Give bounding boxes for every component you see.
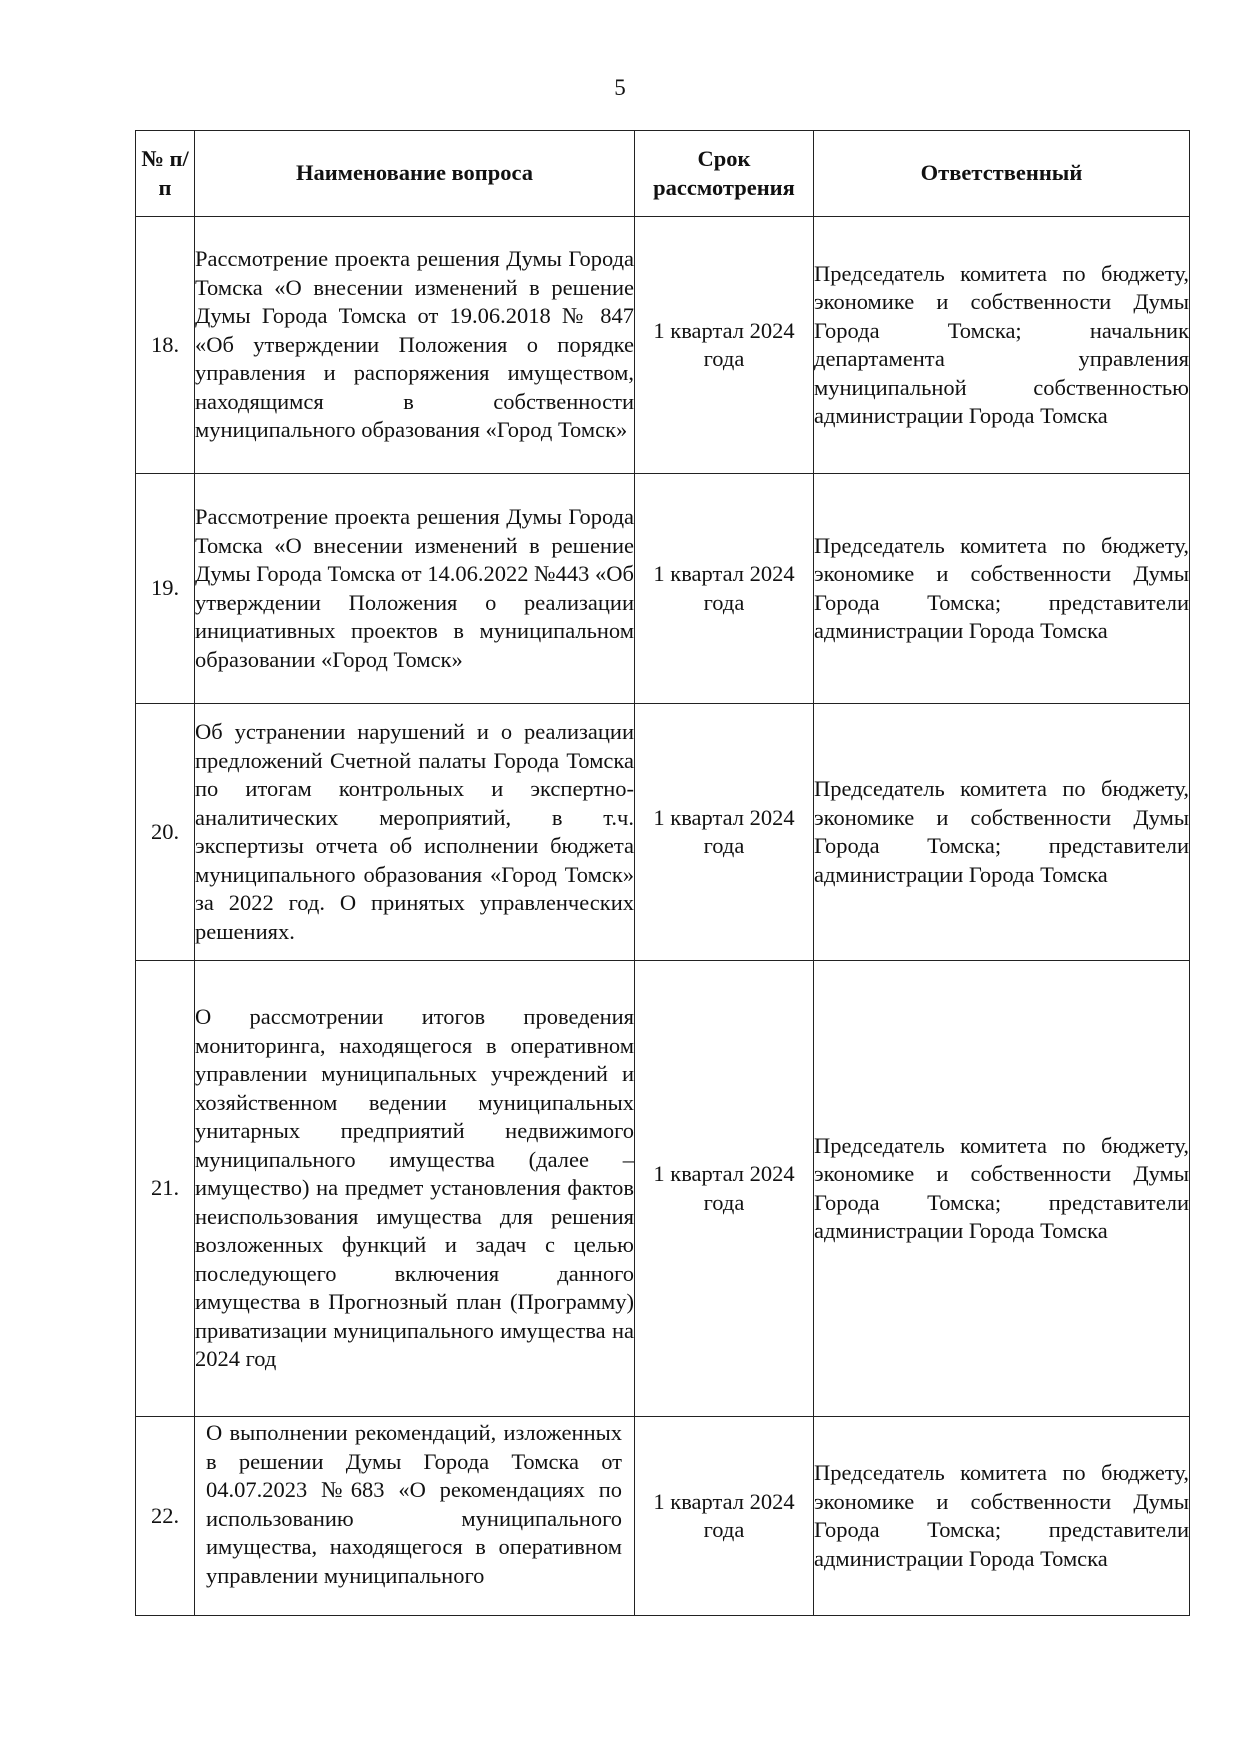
question-name: О выполнении рекомендаций, изложенных в решении Думы Города Томска от 04.07.2023 №683 «О рекомендациях по использованию муниципального имущества, находящегося в оперативном управлении муниципального [206,1420,622,1588]
table-header-row [136,131,1190,217]
question-name: Об устранении нарушений и о реализации предложений Счетной палаты Города Томска по итогам контрольных и экспертно-аналитических мероприятий, в т.ч. экспертизы отчета об исполнении бюджета муниципального образования «Город Томск» за 2022 год. О принятых управленческих решениях. [195,704,635,961]
table-row [136,704,1190,961]
question-name-cell [195,1417,635,1616]
responsible-person: Председатель комитета по бюджету, экономике и собственности Думы Города Томска; представители администрации Города Томска [814,474,1190,704]
table-row [136,1417,1190,1616]
review-term: 1 квартал 2024 года [635,1417,814,1616]
row-number: 20. [136,704,195,961]
responsible-person: Председатель комитета по бюджету, экономике и собственности Думы Города Томска; представители администрации Города Томска [814,961,1190,1417]
review-term: 1 квартал 2024 года [635,217,814,474]
row-number: 22. [136,1417,195,1616]
table-row [136,961,1190,1417]
header-term: Срок рассмотрения [635,131,814,217]
table-row [136,474,1190,704]
row-number: 18. [136,217,195,474]
header-responsible: Ответственный [814,131,1190,217]
responsible-person: Председатель комитета по бюджету, экономике и собственности Думы Города Томска; начальник департамента управления муниципальной собственностью администрации Города Томска [814,217,1190,474]
header-num: № п/п [136,131,195,217]
question-name: Рассмотрение проекта решения Думы Города Томска «О внесении изменений в решение Думы Города Томска от 14.06.2022 №443 «Об утверждении Положения о реализации инициативных проектов в муниципальном образовании «Город Томск» [195,474,635,704]
question-name: О рассмотрении итогов проведения мониторинга, находящегося в оперативном управлении муниципальных учреждений и хозяйственном ведении муниципальных унитарных предприятий недвижимого муниципального имущества (далее – имущество) на предмет установления фактов неиспользования имущества для решения возложенных функций и задач с целью последующего включения данного имущества в Прогнозный план (Программу) приватизации муниципального имущества на 2024 год [195,961,635,1417]
review-term: 1 квартал 2024 года [635,474,814,704]
responsible-person: Председатель комитета по бюджету, экономике и собственности Думы Города Томска; представители администрации Города Томска [814,1417,1190,1616]
row-number: 19. [136,474,195,704]
review-term: 1 квартал 2024 года [635,961,814,1417]
row-number: 21. [136,961,195,1417]
agenda-table [135,130,1190,1616]
header-name: Наименование вопроса [195,131,635,217]
table-row [136,217,1190,474]
question-name: Рассмотрение проекта решения Думы Города Томска «О внесении изменений в решение Думы Города Томска от 19.06.2018 № 847 «Об утверждении Положения о порядке управления и распоряжения имуществом, находящимся в собственности муниципального образования «Город Томск» [195,217,635,474]
responsible-person: Председатель комитета по бюджету, экономике и собственности Думы Города Томска; представители администрации Города Томска [814,704,1190,961]
page-number: 5 [614,75,626,100]
review-term: 1 квартал 2024 года [635,704,814,961]
